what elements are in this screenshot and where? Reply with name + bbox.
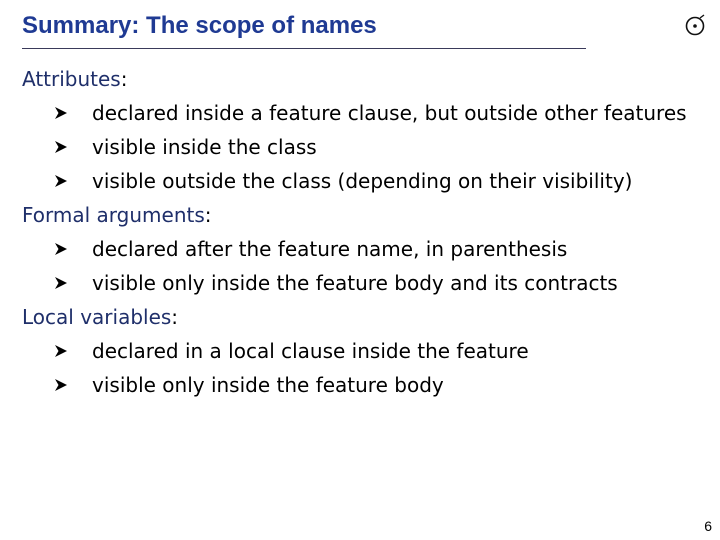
section-formal-arguments (22, 198, 702, 300)
bullet-text: declared in a local clause inside the feature (92, 339, 529, 363)
section-attributes (22, 62, 702, 198)
arrowhead-bullet-icon (54, 164, 70, 198)
slide-body (22, 62, 702, 402)
circular-logo-icon (683, 14, 707, 38)
bullet-item (22, 96, 702, 130)
arrowhead-bullet-icon (54, 266, 70, 300)
page-number: 6 (704, 518, 712, 534)
section-heading: Attributes: (22, 67, 128, 91)
bullet-text: visible only inside the feature body (92, 373, 444, 397)
bullet-item (22, 164, 702, 198)
arrowhead-bullet-icon (54, 96, 70, 130)
bullet-text: visible inside the class (92, 135, 317, 159)
bullet-item (22, 232, 702, 266)
section-heading: Local variables: (22, 305, 179, 329)
bullet-item (22, 266, 702, 300)
arrowhead-bullet-icon (54, 334, 70, 368)
section-heading: Formal arguments: (22, 203, 212, 227)
bullet-text: declared inside a feature clause, but outside other features (92, 101, 687, 125)
section-local-variables (22, 300, 702, 402)
bullet-text: visible outside the class (depending on their visibility) (92, 169, 633, 193)
arrowhead-bullet-icon (54, 232, 70, 266)
slide-title: Summary: The scope of names (22, 12, 377, 39)
bullet-item (22, 130, 702, 164)
bullet-item (22, 368, 702, 402)
arrowhead-bullet-icon (54, 130, 70, 164)
bullet-item (22, 334, 702, 368)
bullet-text: declared after the feature name, in parenthesis (92, 237, 568, 261)
arrowhead-bullet-icon (54, 368, 70, 402)
bullet-text: visible only inside the feature body and its contracts (92, 271, 618, 295)
title-underline (22, 48, 586, 49)
